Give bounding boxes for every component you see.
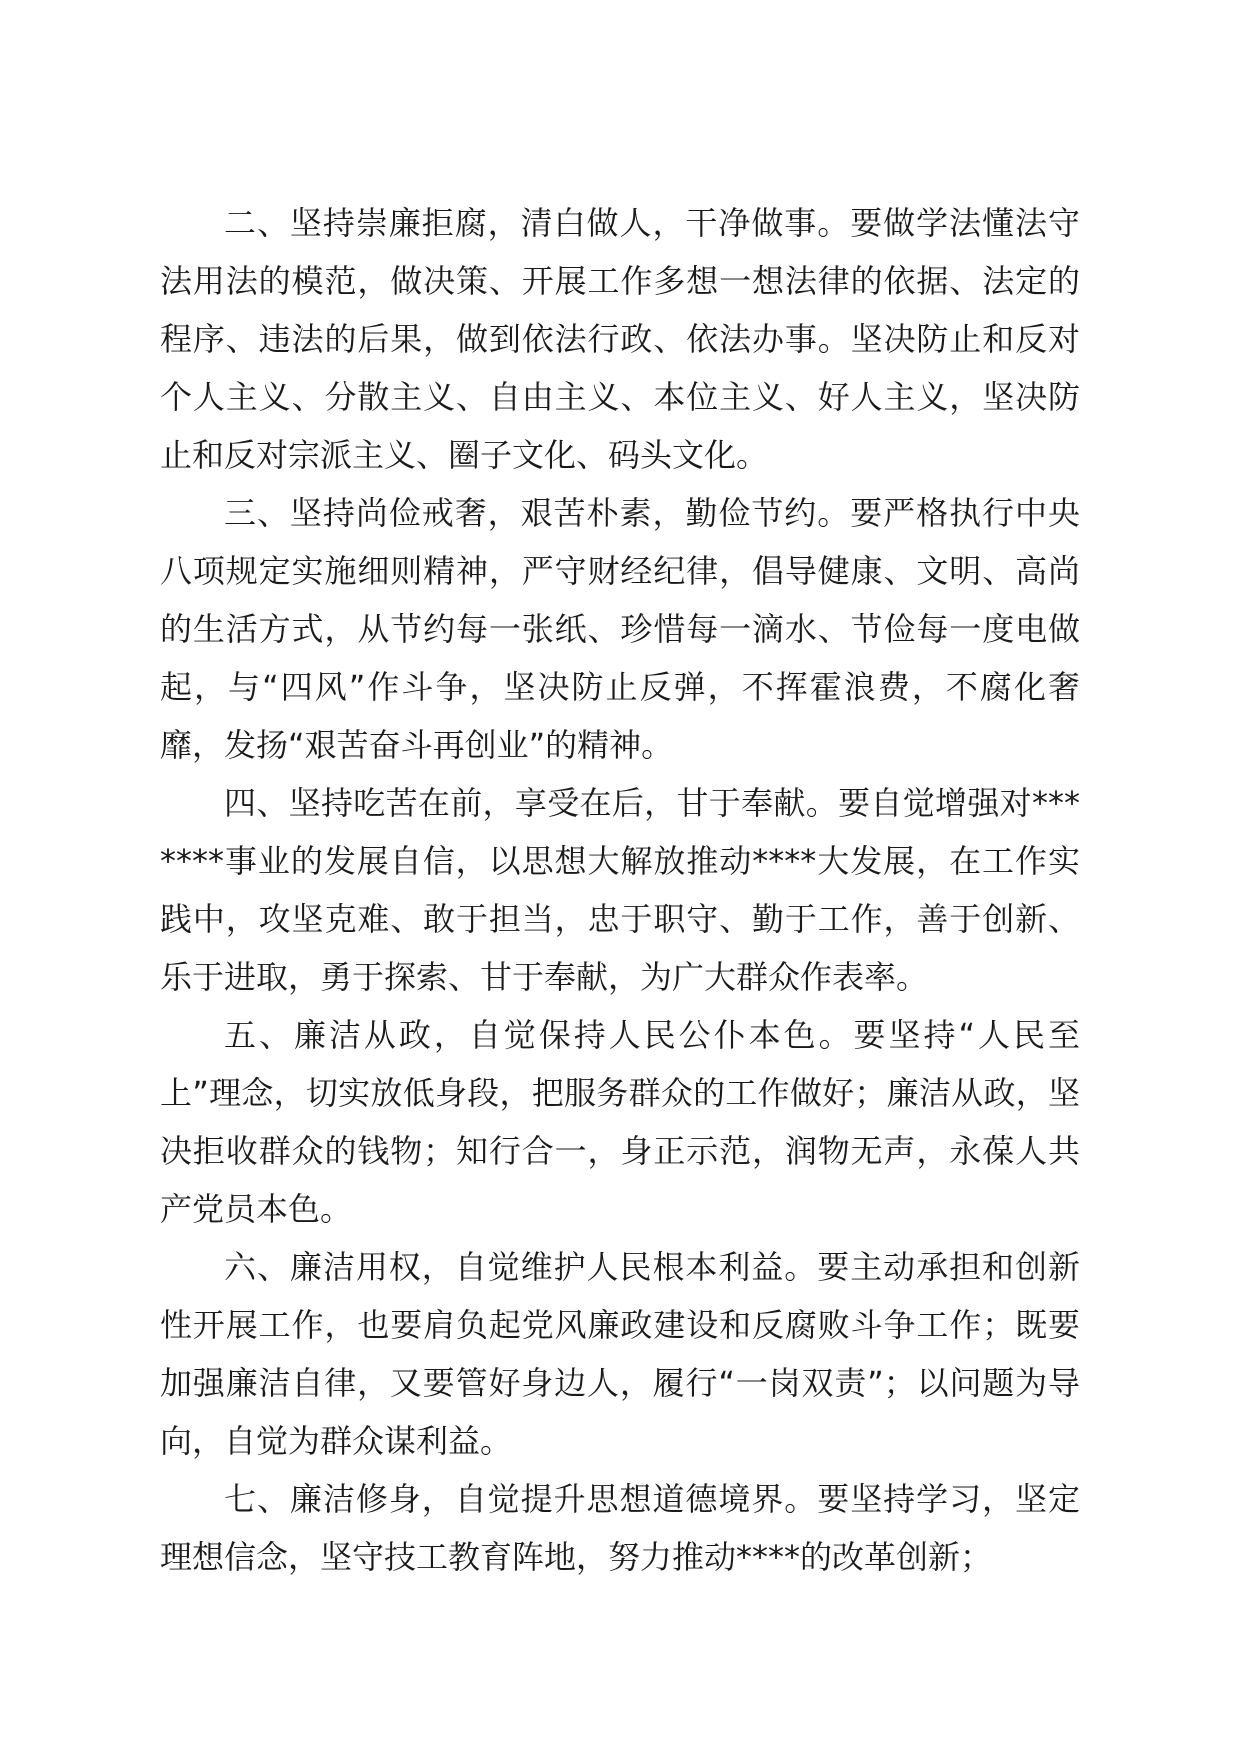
text-line: 问题为导向，自觉为群众谋利益。 <box>160 1364 1080 1460</box>
text-line: 人共产党员本色。 <box>160 1132 1080 1228</box>
text-line: 坚决拒收群众的钱物；知行合一，身正示范，润物无声，永葆 <box>160 1074 1080 1170</box>
text-line: 七、廉洁修身，自觉提升思想道德境界。要坚持学习，坚 <box>224 1480 1048 1518</box>
text-line: 创新、乐于进取，勇于探索、甘于奉献，为广大群众作表率。 <box>160 900 1080 996</box>
text-line: 作实践中，攻坚克难、敢于担当，忠于职守、勤于工作，善于 <box>160 842 1080 938</box>
text-line: 坚决防止和反对宗派主义、圈子文化、码头文化。 <box>160 378 1080 474</box>
text-line: ******事业的发展自信，以思想大解放推动****大发展，在工 <box>160 784 1080 880</box>
text-line: 和反对个人主义、分散主义、自由主义、本位主义、好人主义， <box>160 320 1080 416</box>
paragraph-4 <box>160 774 1080 1006</box>
text-line: 三、坚持尚俭戒奢，艰苦朴素，勤俭节约。要严格执行中 <box>224 494 1048 532</box>
text-line: 不腐化奢靡，发扬“艰苦奋斗再创业”的精神。 <box>160 668 1080 764</box>
document-body <box>160 194 1080 1586</box>
text-line: 度电做起，与“四风”作斗争，坚决防止反弹，不挥霍浪费， <box>160 610 1080 706</box>
text-line: 央八项规定实施细则精神，严守财经纪律，倡导健康、文明、 <box>160 494 1080 590</box>
text-line: 定理想信念，坚守技工教育阵地，努力推动****的改革创新； <box>160 1480 1080 1576</box>
text-line: 守法用法的模范，做决策、开展工作多想一想法律的依据、法 <box>160 204 1080 300</box>
paragraph-5 <box>160 1006 1080 1238</box>
text-line: 既要加强廉洁自律，又要管好身边人，履行“一岗双责”；以 <box>160 1306 1080 1402</box>
text-line: 新性开展工作，也要肩负起党风廉政建设和反腐败斗争工作； <box>160 1248 1080 1344</box>
paragraph-2 <box>160 194 1080 484</box>
text-line: 四、坚持吃苦在前，享受在后，甘于奉献。要自觉增强对* <box>224 784 1048 822</box>
text-line: 高尚的生活方式，从节约每一张纸、珍惜每一滴水、节俭每一 <box>160 552 1080 648</box>
text-line: 定的程序、违法的后果，做到依法行政、依法办事。坚决防止 <box>160 262 1080 358</box>
text-line: 五、廉洁从政，自觉保持人民公仆本色。要坚持“人民至 <box>224 1016 1080 1054</box>
paragraph-6 <box>160 1238 1080 1470</box>
paragraph-3 <box>160 484 1080 774</box>
paragraph-7 <box>160 1470 1080 1586</box>
text-line: 上”理念，切实放低身段，把服务群众的工作做好；廉洁从政， <box>160 1074 1048 1112</box>
text-line: 二、坚持崇廉拒腐，清白做人，干净做事。要做学法懂法 <box>224 204 1048 242</box>
text-line: 六、廉洁用权，自觉维护人民根本利益。要主动承担和创 <box>224 1248 1048 1286</box>
